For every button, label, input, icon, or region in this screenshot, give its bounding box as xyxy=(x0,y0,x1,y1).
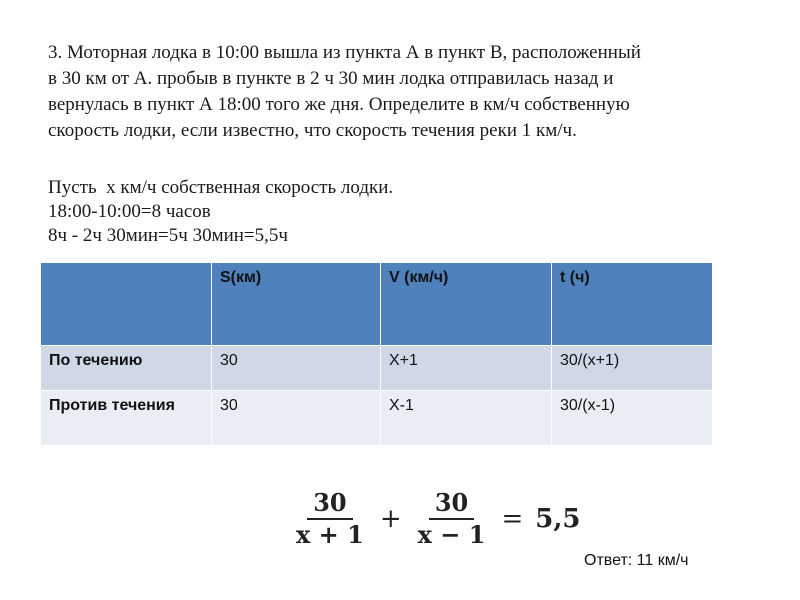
table-header-cell: S(км) xyxy=(212,263,381,346)
table-cell: 30/(х+1) xyxy=(552,346,713,391)
motion-table xyxy=(40,262,713,446)
fraction-upstream xyxy=(412,488,492,550)
fraction-numerator: 30 xyxy=(307,488,352,520)
problem-line: 3. Моторная лодка в 10:00 вышла из пункта А в пункт В, расположенный xyxy=(48,42,641,63)
equation-result: 5,5 xyxy=(535,504,581,534)
equals-sign: = xyxy=(501,504,524,534)
answer-text: Ответ: 11 км/ч xyxy=(584,552,689,569)
table-row xyxy=(41,391,713,446)
table-cell: Х-1 xyxy=(381,391,552,446)
row-label: По течению xyxy=(41,346,212,391)
solution-line: 8ч - 2ч 30мин=5ч 30мин=5,5ч xyxy=(48,225,288,246)
table-cell: 30 xyxy=(212,391,381,446)
table-header-cell: V (км/ч) xyxy=(381,263,552,346)
solution-line: 18:00-10:00=8 часов xyxy=(48,201,211,222)
table-header-cell xyxy=(41,263,212,346)
fraction-denominator: x + 1 xyxy=(296,520,364,549)
table-header-row xyxy=(41,263,713,346)
fraction-numerator: 30 xyxy=(429,488,474,520)
table-cell: 30 xyxy=(212,346,381,391)
solution-text xyxy=(48,176,768,248)
row-label: Против течения xyxy=(41,391,212,446)
problem-line: скорость лодки, если известно, что скорость течения реки 1 км/ч. xyxy=(48,120,577,141)
fraction-downstream xyxy=(290,488,370,550)
table-cell: 30/(х-1) xyxy=(552,391,713,446)
problem-line: в 30 км от А. пробыв в пункте в 2 ч 30 мин лодка отправилась назад и xyxy=(48,68,614,89)
table-header-cell: t (ч) xyxy=(552,263,713,346)
table-cell: Х+1 xyxy=(381,346,552,391)
problem-line: вернулась в пункт А 18:00 того же дня. Определите в км/ч собственную xyxy=(48,94,630,115)
equation xyxy=(286,488,586,550)
plus-sign: + xyxy=(379,504,402,534)
fraction-denominator: x − 1 xyxy=(417,520,486,549)
solution-line: Пусть х км/ч собственная скорость лодки. xyxy=(48,177,394,198)
problem-text xyxy=(48,40,768,144)
table-row xyxy=(41,346,713,391)
